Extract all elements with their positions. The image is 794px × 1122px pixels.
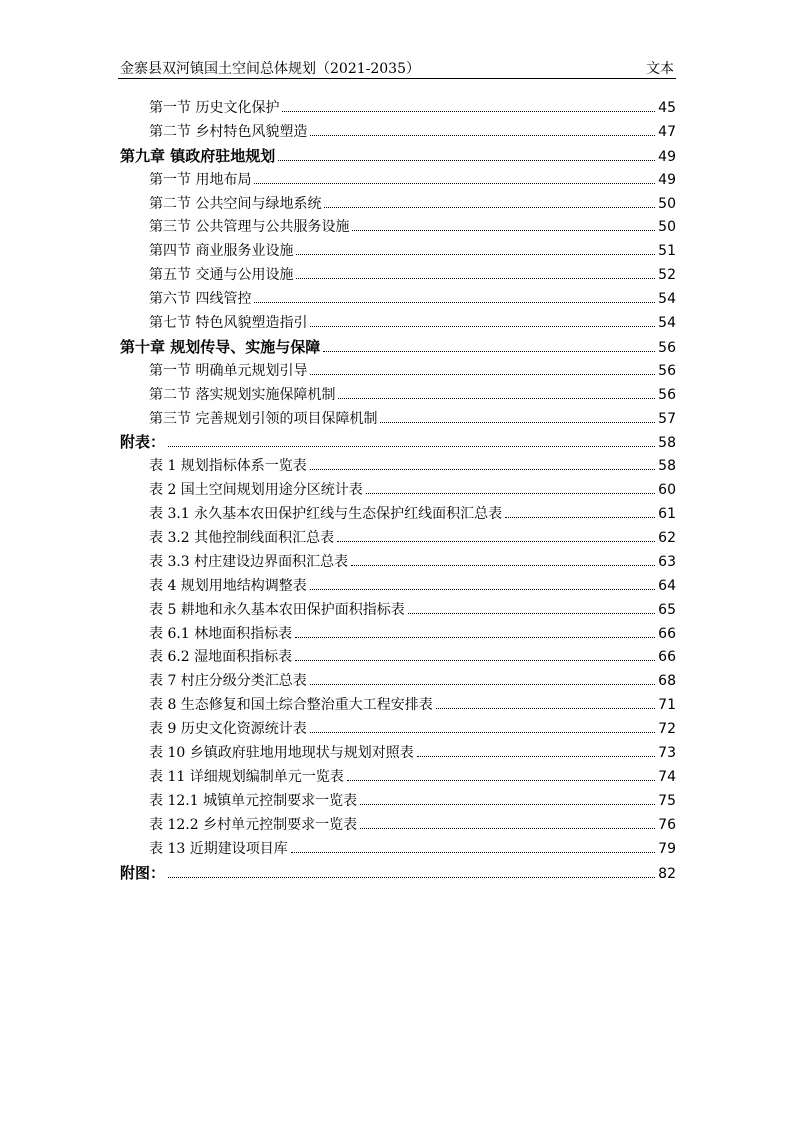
dot-leader xyxy=(351,565,655,566)
toc-entry-title: 第九章 镇政府驻地规划 xyxy=(120,146,276,165)
toc-entry-page: 58 xyxy=(658,435,676,452)
toc-entry-title: 附表： xyxy=(120,433,166,452)
toc-entry-page: 56 xyxy=(658,339,676,356)
toc-entry-page: 60 xyxy=(658,482,676,499)
toc-entry-section[interactable] xyxy=(120,264,676,288)
toc-entry-page: 66 xyxy=(658,649,676,666)
toc-entry-table[interactable] xyxy=(120,742,676,766)
dot-leader xyxy=(324,207,655,208)
toc-entry-title: 第五节 交通与公用设施 xyxy=(149,267,294,284)
dot-leader xyxy=(310,469,655,470)
document-title: 金寨县双河镇国土空间总体规划（2021-2035） xyxy=(120,61,420,77)
toc-entry-table[interactable] xyxy=(120,766,676,790)
dot-leader xyxy=(295,637,655,638)
dot-leader xyxy=(338,398,655,399)
toc-entry-title: 表 3.2 其他控制线面积汇总表 xyxy=(149,530,335,547)
toc-entry-title: 表 9 历史文化资源统计表 xyxy=(149,721,307,738)
toc-entry-title: 第三节 完善规划引领的项目保障机制 xyxy=(149,410,378,427)
toc-entry-section[interactable] xyxy=(120,384,676,408)
toc-entry-title: 第二节 落实规划实施保障机制 xyxy=(149,386,336,403)
toc-entry-appendix-figures[interactable] xyxy=(120,862,676,886)
toc-entry-title: 表 5 耕地和永久基本农田保护面积指标表 xyxy=(149,601,405,618)
toc-entry-section[interactable] xyxy=(120,121,676,145)
document-type: 文本 xyxy=(646,61,674,77)
toc-entry-table[interactable] xyxy=(120,503,676,527)
toc-entry-page: 74 xyxy=(658,768,676,785)
toc-entry-page: 64 xyxy=(658,577,676,594)
toc-entry-table[interactable] xyxy=(120,838,676,862)
toc-entry-title: 表 11 详细规划编制单元一览表 xyxy=(149,768,344,785)
toc-entry-table[interactable] xyxy=(120,646,676,670)
dot-leader xyxy=(310,589,655,590)
table-of-contents xyxy=(120,97,676,885)
toc-entry-table[interactable] xyxy=(120,670,676,694)
toc-entry-page: 49 xyxy=(658,171,676,188)
toc-entry-title: 第三节 公共管理与公共服务设施 xyxy=(149,219,350,236)
dot-leader xyxy=(310,135,655,136)
dot-leader xyxy=(436,708,655,709)
dot-leader xyxy=(505,517,655,518)
toc-entry-title: 第一节 明确单元规划引导 xyxy=(149,362,308,379)
toc-entry-title: 表 6.1 林地面积指标表 xyxy=(149,625,293,642)
toc-entry-title: 第二节 公共空间与绿地系统 xyxy=(149,195,322,212)
toc-entry-table[interactable] xyxy=(120,575,676,599)
dot-leader xyxy=(417,756,655,757)
dot-leader xyxy=(323,351,655,352)
toc-entry-table[interactable] xyxy=(120,527,676,551)
toc-entry-page: 76 xyxy=(658,816,676,833)
toc-entry-page: 58 xyxy=(658,458,676,475)
toc-entry-title: 第六节 四线管控 xyxy=(149,291,252,308)
toc-entry-table[interactable] xyxy=(120,814,676,838)
dot-leader xyxy=(360,804,655,805)
toc-entry-page: 68 xyxy=(658,673,676,690)
toc-entry-page: 47 xyxy=(658,123,676,140)
toc-entry-title: 第十章 规划传导、实施与保障 xyxy=(120,337,321,356)
toc-entry-section[interactable] xyxy=(120,193,676,217)
toc-entry-title: 第七节 特色风貌塑造指引 xyxy=(149,315,308,332)
toc-entry-table[interactable] xyxy=(120,718,676,742)
toc-entry-section[interactable] xyxy=(120,97,676,121)
toc-entry-section[interactable] xyxy=(120,312,676,336)
dot-leader xyxy=(352,230,655,231)
toc-entry-title: 表 8 生态修复和国土综合整治重大工程安排表 xyxy=(149,697,433,714)
toc-entry-section[interactable] xyxy=(120,216,676,240)
toc-entry-page: 50 xyxy=(658,219,676,236)
toc-entry-title: 表 13 近期建设项目库 xyxy=(149,840,288,857)
toc-entry-title: 第四节 商业服务业设施 xyxy=(149,243,294,260)
toc-entry-page: 72 xyxy=(658,721,676,738)
toc-entry-table[interactable] xyxy=(120,694,676,718)
toc-entry-title: 表 3.3 村庄建设边界面积汇总表 xyxy=(149,553,349,570)
toc-entry-page: 51 xyxy=(658,243,676,260)
toc-entry-page: 73 xyxy=(658,745,676,762)
toc-entry-page: 71 xyxy=(658,697,676,714)
toc-entry-title: 表 1 规划指标体系一览表 xyxy=(149,458,307,475)
dot-leader xyxy=(310,374,655,375)
toc-entry-section[interactable] xyxy=(120,169,676,193)
dot-leader xyxy=(296,254,655,255)
dot-leader xyxy=(408,613,655,614)
toc-entry-page: 56 xyxy=(658,386,676,403)
toc-entry-page: 54 xyxy=(658,315,676,332)
toc-entry-title: 表 7 村庄分级分类汇总表 xyxy=(149,673,307,690)
toc-entry-page: 66 xyxy=(658,625,676,642)
toc-entry-title: 第一节 历史文化保护 xyxy=(149,100,280,116)
dot-leader xyxy=(380,422,655,423)
toc-entry-table[interactable] xyxy=(120,455,676,479)
toc-entry-title: 表 10 乡镇政府驻地用地现状与规划对照表 xyxy=(149,745,414,762)
toc-entry-page: 52 xyxy=(658,267,676,284)
toc-entry-section[interactable] xyxy=(120,240,676,264)
toc-entry-page: 82 xyxy=(658,865,676,882)
dot-leader xyxy=(310,684,655,685)
toc-entry-title: 表 12.1 城镇单元控制要求一览表 xyxy=(149,792,358,809)
toc-entry-page: 61 xyxy=(658,506,676,523)
toc-entry-table[interactable] xyxy=(120,790,676,814)
dot-leader xyxy=(296,278,655,279)
toc-entry-page: 45 xyxy=(658,100,676,116)
toc-entry-table[interactable] xyxy=(120,623,676,647)
dot-leader xyxy=(254,302,655,303)
dot-leader xyxy=(310,326,655,327)
dot-leader xyxy=(347,780,655,781)
toc-entry-page: 54 xyxy=(658,291,676,308)
dot-leader xyxy=(310,732,655,733)
toc-entry-table[interactable] xyxy=(120,479,676,503)
toc-entry-section[interactable] xyxy=(120,360,676,384)
page-header xyxy=(118,58,676,79)
dot-leader xyxy=(282,111,655,112)
dot-leader xyxy=(291,852,655,853)
dot-leader xyxy=(295,660,655,661)
toc-entry-table[interactable] xyxy=(120,551,676,575)
toc-entry-title: 表 4 规划用地结构调整表 xyxy=(149,577,307,594)
toc-entry-page: 57 xyxy=(658,410,676,427)
toc-entry-page: 49 xyxy=(658,148,676,165)
toc-entry-chapter[interactable] xyxy=(120,145,676,169)
toc-entry-title: 第二节 乡村特色风貌塑造 xyxy=(149,123,308,140)
toc-entry-section[interactable] xyxy=(120,408,676,432)
dot-leader xyxy=(337,541,655,542)
dot-leader xyxy=(254,183,655,184)
dot-leader xyxy=(168,877,655,878)
toc-entry-page: 79 xyxy=(658,840,676,857)
dot-leader xyxy=(360,828,655,829)
toc-entry-page: 65 xyxy=(658,601,676,618)
toc-entry-title: 表 12.2 乡村单元控制要求一览表 xyxy=(149,816,358,833)
toc-entry-appendix-tables[interactable] xyxy=(120,431,676,455)
dot-leader xyxy=(168,446,655,447)
toc-entry-title: 表 6.2 湿地面积指标表 xyxy=(149,649,293,666)
dot-leader xyxy=(278,160,655,161)
toc-entry-table[interactable] xyxy=(120,599,676,623)
toc-entry-section[interactable] xyxy=(120,288,676,312)
toc-entry-page: 62 xyxy=(658,530,676,547)
toc-entry-page: 56 xyxy=(658,362,676,379)
dot-leader xyxy=(366,493,655,494)
toc-entry-page: 50 xyxy=(658,195,676,212)
toc-entry-title: 附图： xyxy=(120,863,166,882)
toc-entry-title: 第一节 用地布局 xyxy=(149,171,252,188)
toc-entry-page: 63 xyxy=(658,553,676,570)
toc-entry-chapter[interactable] xyxy=(120,336,676,360)
toc-entry-title: 表 3.1 永久基本农田保护红线与生态保护红线面积汇总表 xyxy=(149,506,503,523)
toc-entry-page: 75 xyxy=(658,792,676,809)
toc-entry-title: 表 2 国土空间规划用途分区统计表 xyxy=(149,482,363,499)
